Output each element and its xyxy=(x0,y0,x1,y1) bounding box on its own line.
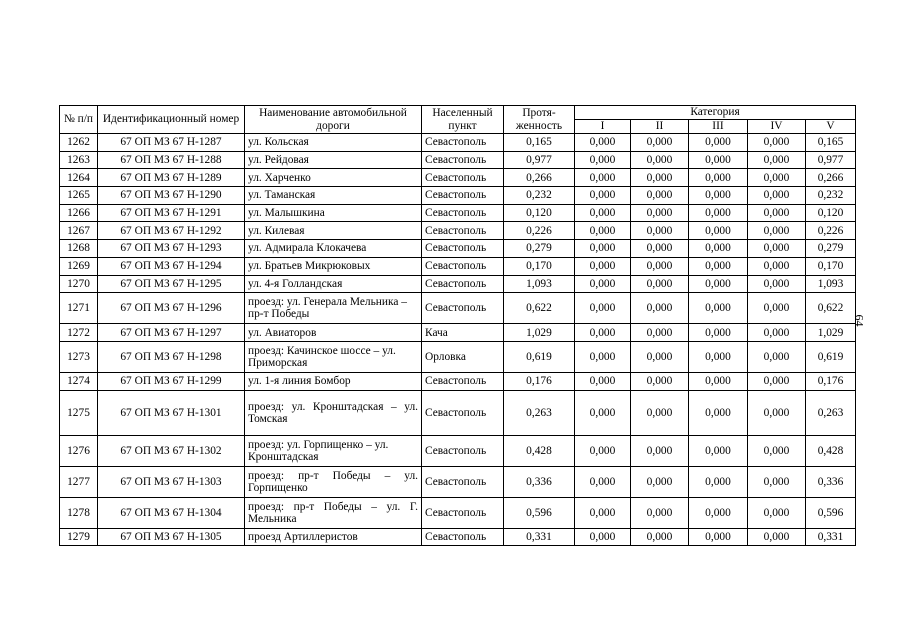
cell-cat-i: 0,000 xyxy=(575,324,631,342)
cell-cat-i: 0,000 xyxy=(575,528,631,546)
table-row xyxy=(60,466,856,497)
table-row xyxy=(60,293,856,324)
cell-num: 1277 xyxy=(60,466,98,497)
table-row xyxy=(60,169,856,187)
cell-name: проезд Артиллеристов xyxy=(245,528,422,546)
cell-locality: Севастополь xyxy=(422,466,504,497)
cell-cat-iii: 0,000 xyxy=(689,134,748,152)
cell-name: проезд: пр-т Победы – ул. Г. Мельника xyxy=(245,497,422,528)
table-row xyxy=(60,187,856,205)
cell-cat-v: 0,331 xyxy=(806,528,856,546)
header-cat-i: I xyxy=(575,120,631,134)
cell-cat-i: 0,000 xyxy=(575,390,631,435)
cell-num: 1270 xyxy=(60,275,98,293)
cell-cat-iii: 0,000 xyxy=(689,293,748,324)
cell-cat-ii: 0,000 xyxy=(631,134,689,152)
cell-length: 0,977 xyxy=(504,151,575,169)
cell-cat-iv: 0,000 xyxy=(748,222,806,240)
table-row xyxy=(60,435,856,466)
cell-cat-i: 0,000 xyxy=(575,240,631,258)
cell-cat-i: 0,000 xyxy=(575,275,631,293)
cell-id: 67 ОП МЗ 67 Н-1305 xyxy=(98,528,245,546)
cell-cat-iii: 0,000 xyxy=(689,341,748,372)
cell-num: 1267 xyxy=(60,222,98,240)
cell-locality: Севастополь xyxy=(422,528,504,546)
cell-cat-i: 0,000 xyxy=(575,497,631,528)
cell-length: 0,170 xyxy=(504,257,575,275)
cell-cat-ii: 0,000 xyxy=(631,257,689,275)
cell-cat-v: 1,093 xyxy=(806,275,856,293)
table-row xyxy=(60,240,856,258)
cell-id: 67 ОП МЗ 67 Н-1292 xyxy=(98,222,245,240)
cell-name: проезд: Качинское шоссе – ул. Приморская xyxy=(245,341,422,372)
cell-cat-i: 0,000 xyxy=(575,187,631,205)
cell-cat-v: 0,596 xyxy=(806,497,856,528)
cell-cat-iv: 0,000 xyxy=(748,324,806,342)
cell-num: 1274 xyxy=(60,372,98,390)
cell-name: проезд: ул. Горпищенко – ул. Кронштадская xyxy=(245,435,422,466)
table-body xyxy=(60,134,856,546)
cell-cat-i: 0,000 xyxy=(575,151,631,169)
cell-cat-ii: 0,000 xyxy=(631,204,689,222)
cell-num: 1275 xyxy=(60,390,98,435)
cell-cat-iv: 0,000 xyxy=(748,257,806,275)
cell-cat-i: 0,000 xyxy=(575,222,631,240)
cell-cat-v: 0,165 xyxy=(806,134,856,152)
cell-id: 67 ОП МЗ 67 Н-1287 xyxy=(98,134,245,152)
cell-cat-ii: 0,000 xyxy=(631,390,689,435)
cell-length: 1,029 xyxy=(504,324,575,342)
cell-locality: Севастополь xyxy=(422,372,504,390)
cell-cat-ii: 0,000 xyxy=(631,187,689,205)
cell-cat-iii: 0,000 xyxy=(689,372,748,390)
cell-cat-iii: 0,000 xyxy=(689,187,748,205)
cell-id: 67 ОП МЗ 67 Н-1296 xyxy=(98,293,245,324)
cell-length: 0,619 xyxy=(504,341,575,372)
cell-cat-iv: 0,000 xyxy=(748,275,806,293)
cell-id: 67 ОП МЗ 67 Н-1294 xyxy=(98,257,245,275)
cell-cat-i: 0,000 xyxy=(575,435,631,466)
cell-cat-v: 0,176 xyxy=(806,372,856,390)
cell-cat-iv: 0,000 xyxy=(748,528,806,546)
cell-name: проезд: ул. Генерала Мельника – пр-т Победы xyxy=(245,293,422,324)
cell-id: 67 ОП МЗ 67 Н-1304 xyxy=(98,497,245,528)
cell-id: 67 ОП МЗ 67 Н-1303 xyxy=(98,466,245,497)
cell-id: 67 ОП МЗ 67 Н-1288 xyxy=(98,151,245,169)
cell-cat-v: 0,232 xyxy=(806,187,856,205)
cell-cat-ii: 0,000 xyxy=(631,466,689,497)
table-row xyxy=(60,497,856,528)
cell-cat-v: 0,170 xyxy=(806,257,856,275)
cell-id: 67 ОП МЗ 67 Н-1289 xyxy=(98,169,245,187)
cell-name: проезд: пр-т Победы – ул. Горпищенко xyxy=(245,466,422,497)
cell-cat-v: 0,279 xyxy=(806,240,856,258)
cell-cat-iv: 0,000 xyxy=(748,390,806,435)
header-row xyxy=(60,106,856,120)
cell-id: 67 ОП МЗ 67 Н-1290 xyxy=(98,187,245,205)
cell-name: ул. Рейдовая xyxy=(245,151,422,169)
cell-id: 67 ОП МЗ 67 Н-1293 xyxy=(98,240,245,258)
cell-locality: Кача xyxy=(422,324,504,342)
cell-num: 1262 xyxy=(60,134,98,152)
table-row xyxy=(60,372,856,390)
cell-cat-v: 0,428 xyxy=(806,435,856,466)
cell-length: 0,176 xyxy=(504,372,575,390)
cell-cat-i: 0,000 xyxy=(575,134,631,152)
cell-name: ул. 1-я линия Бомбор xyxy=(245,372,422,390)
cell-locality: Севастополь xyxy=(422,293,504,324)
cell-locality: Севастополь xyxy=(422,435,504,466)
cell-num: 1279 xyxy=(60,528,98,546)
cell-locality: Севастополь xyxy=(422,390,504,435)
cell-cat-iii: 0,000 xyxy=(689,275,748,293)
header-length: Протя-женность xyxy=(504,106,575,134)
table-row xyxy=(60,151,856,169)
cell-cat-iii: 0,000 xyxy=(689,169,748,187)
cell-cat-ii: 0,000 xyxy=(631,240,689,258)
cell-cat-ii: 0,000 xyxy=(631,151,689,169)
cell-length: 0,596 xyxy=(504,497,575,528)
cell-cat-v: 0,226 xyxy=(806,222,856,240)
cell-cat-ii: 0,000 xyxy=(631,293,689,324)
table-row xyxy=(60,222,856,240)
cell-id: 67 ОП МЗ 67 Н-1299 xyxy=(98,372,245,390)
cell-name: ул. Килевая xyxy=(245,222,422,240)
cell-locality: Севастополь xyxy=(422,222,504,240)
cell-cat-ii: 0,000 xyxy=(631,341,689,372)
cell-length: 0,428 xyxy=(504,435,575,466)
cell-cat-ii: 0,000 xyxy=(631,497,689,528)
cell-length: 0,331 xyxy=(504,528,575,546)
cell-name: ул. Авиаторов xyxy=(245,324,422,342)
cell-cat-ii: 0,000 xyxy=(631,222,689,240)
cell-length: 0,120 xyxy=(504,204,575,222)
cell-cat-ii: 0,000 xyxy=(631,435,689,466)
cell-cat-i: 0,000 xyxy=(575,341,631,372)
table-row xyxy=(60,134,856,152)
cell-cat-v: 0,977 xyxy=(806,151,856,169)
cell-id: 67 ОП МЗ 67 Н-1297 xyxy=(98,324,245,342)
cell-name: проезд: ул. Кронштадская – ул. Томская xyxy=(245,390,422,435)
cell-num: 1273 xyxy=(60,341,98,372)
cell-locality: Севастополь xyxy=(422,187,504,205)
cell-id: 67 ОП МЗ 67 Н-1302 xyxy=(98,435,245,466)
cell-name: ул. Адмирала Клокачева xyxy=(245,240,422,258)
table-row xyxy=(60,275,856,293)
header-cat-iii: III xyxy=(689,120,748,134)
cell-cat-ii: 0,000 xyxy=(631,324,689,342)
header-category: Категория xyxy=(575,106,856,120)
cell-cat-ii: 0,000 xyxy=(631,275,689,293)
cell-cat-iv: 0,000 xyxy=(748,466,806,497)
header-cat-iv: IV xyxy=(748,120,806,134)
cell-locality: Севастополь xyxy=(422,257,504,275)
cell-num: 1268 xyxy=(60,240,98,258)
cell-name: ул. Таманская xyxy=(245,187,422,205)
cell-cat-i: 0,000 xyxy=(575,372,631,390)
table-row xyxy=(60,324,856,342)
cell-cat-ii: 0,000 xyxy=(631,169,689,187)
cell-id: 67 ОП МЗ 67 Н-1298 xyxy=(98,341,245,372)
cell-cat-ii: 0,000 xyxy=(631,372,689,390)
cell-locality: Севастополь xyxy=(422,497,504,528)
cell-cat-iv: 0,000 xyxy=(748,169,806,187)
cell-cat-iii: 0,000 xyxy=(689,497,748,528)
cell-cat-v: 0,336 xyxy=(806,466,856,497)
cell-num: 1264 xyxy=(60,169,98,187)
cell-cat-iv: 0,000 xyxy=(748,293,806,324)
cell-cat-i: 0,000 xyxy=(575,169,631,187)
cell-cat-iv: 0,000 xyxy=(748,435,806,466)
header-cat-ii: II xyxy=(631,120,689,134)
cell-cat-v: 0,120 xyxy=(806,204,856,222)
header-num: № п/п xyxy=(60,106,98,134)
header-cat-v: V xyxy=(806,120,856,134)
cell-num: 1278 xyxy=(60,497,98,528)
cell-length: 1,093 xyxy=(504,275,575,293)
cell-cat-iv: 0,000 xyxy=(748,341,806,372)
cell-cat-iv: 0,000 xyxy=(748,151,806,169)
cell-cat-iv: 0,000 xyxy=(748,187,806,205)
cell-cat-iii: 0,000 xyxy=(689,204,748,222)
cell-locality: Севастополь xyxy=(422,275,504,293)
cell-cat-v: 1,029 xyxy=(806,324,856,342)
cell-cat-iii: 0,000 xyxy=(689,528,748,546)
cell-cat-iii: 0,000 xyxy=(689,151,748,169)
cell-cat-iii: 0,000 xyxy=(689,240,748,258)
header-locality: Населенный пункт xyxy=(422,106,504,134)
cell-cat-iv: 0,000 xyxy=(748,497,806,528)
cell-length: 0,165 xyxy=(504,134,575,152)
table-row xyxy=(60,528,856,546)
cell-cat-iv: 0,000 xyxy=(748,372,806,390)
cell-length: 0,279 xyxy=(504,240,575,258)
cell-cat-i: 0,000 xyxy=(575,204,631,222)
cell-length: 0,266 xyxy=(504,169,575,187)
cell-locality: Севастополь xyxy=(422,169,504,187)
cell-name: ул. 4-я Голландская xyxy=(245,275,422,293)
cell-cat-v: 0,619 xyxy=(806,341,856,372)
cell-num: 1265 xyxy=(60,187,98,205)
cell-id: 67 ОП МЗ 67 Н-1295 xyxy=(98,275,245,293)
header-id: Идентификационный номер xyxy=(98,106,245,134)
cell-length: 0,232 xyxy=(504,187,575,205)
cell-num: 1276 xyxy=(60,435,98,466)
cell-cat-v: 0,622 xyxy=(806,293,856,324)
cell-num: 1271 xyxy=(60,293,98,324)
table-row xyxy=(60,341,856,372)
cell-cat-iii: 0,000 xyxy=(689,257,748,275)
cell-locality: Севастополь xyxy=(422,204,504,222)
cell-length: 0,336 xyxy=(504,466,575,497)
cell-length: 0,263 xyxy=(504,390,575,435)
roads-table xyxy=(59,105,856,546)
cell-cat-iii: 0,000 xyxy=(689,390,748,435)
cell-id: 67 ОП МЗ 67 Н-1301 xyxy=(98,390,245,435)
cell-cat-iv: 0,000 xyxy=(748,204,806,222)
cell-cat-ii: 0,000 xyxy=(631,528,689,546)
cell-cat-iii: 0,000 xyxy=(689,466,748,497)
cell-cat-iii: 0,000 xyxy=(689,435,748,466)
cell-cat-iv: 0,000 xyxy=(748,134,806,152)
cell-num: 1269 xyxy=(60,257,98,275)
cell-cat-i: 0,000 xyxy=(575,257,631,275)
cell-name: ул. Кольская xyxy=(245,134,422,152)
cell-cat-iii: 0,000 xyxy=(689,324,748,342)
table-row xyxy=(60,204,856,222)
cell-locality: Севастополь xyxy=(422,151,504,169)
cell-locality: Севастополь xyxy=(422,240,504,258)
cell-cat-i: 0,000 xyxy=(575,293,631,324)
cell-id: 67 ОП МЗ 67 Н-1291 xyxy=(98,204,245,222)
cell-cat-iv: 0,000 xyxy=(748,240,806,258)
cell-cat-v: 0,266 xyxy=(806,169,856,187)
cell-num: 1266 xyxy=(60,204,98,222)
cell-locality: Орловка xyxy=(422,341,504,372)
cell-name: ул. Братьев Микрюковых xyxy=(245,257,422,275)
header-name: Наименование автомобильной дороги xyxy=(245,106,422,134)
cell-cat-v: 0,263 xyxy=(806,390,856,435)
cell-length: 0,226 xyxy=(504,222,575,240)
table-row xyxy=(60,257,856,275)
cell-cat-i: 0,000 xyxy=(575,466,631,497)
cell-name: ул. Харченко xyxy=(245,169,422,187)
cell-cat-iii: 0,000 xyxy=(689,222,748,240)
table-row xyxy=(60,390,856,435)
page-number: 64 xyxy=(852,314,867,327)
cell-length: 0,622 xyxy=(504,293,575,324)
cell-name: ул. Малышкина xyxy=(245,204,422,222)
cell-num: 1263 xyxy=(60,151,98,169)
cell-locality: Севастополь xyxy=(422,134,504,152)
cell-num: 1272 xyxy=(60,324,98,342)
